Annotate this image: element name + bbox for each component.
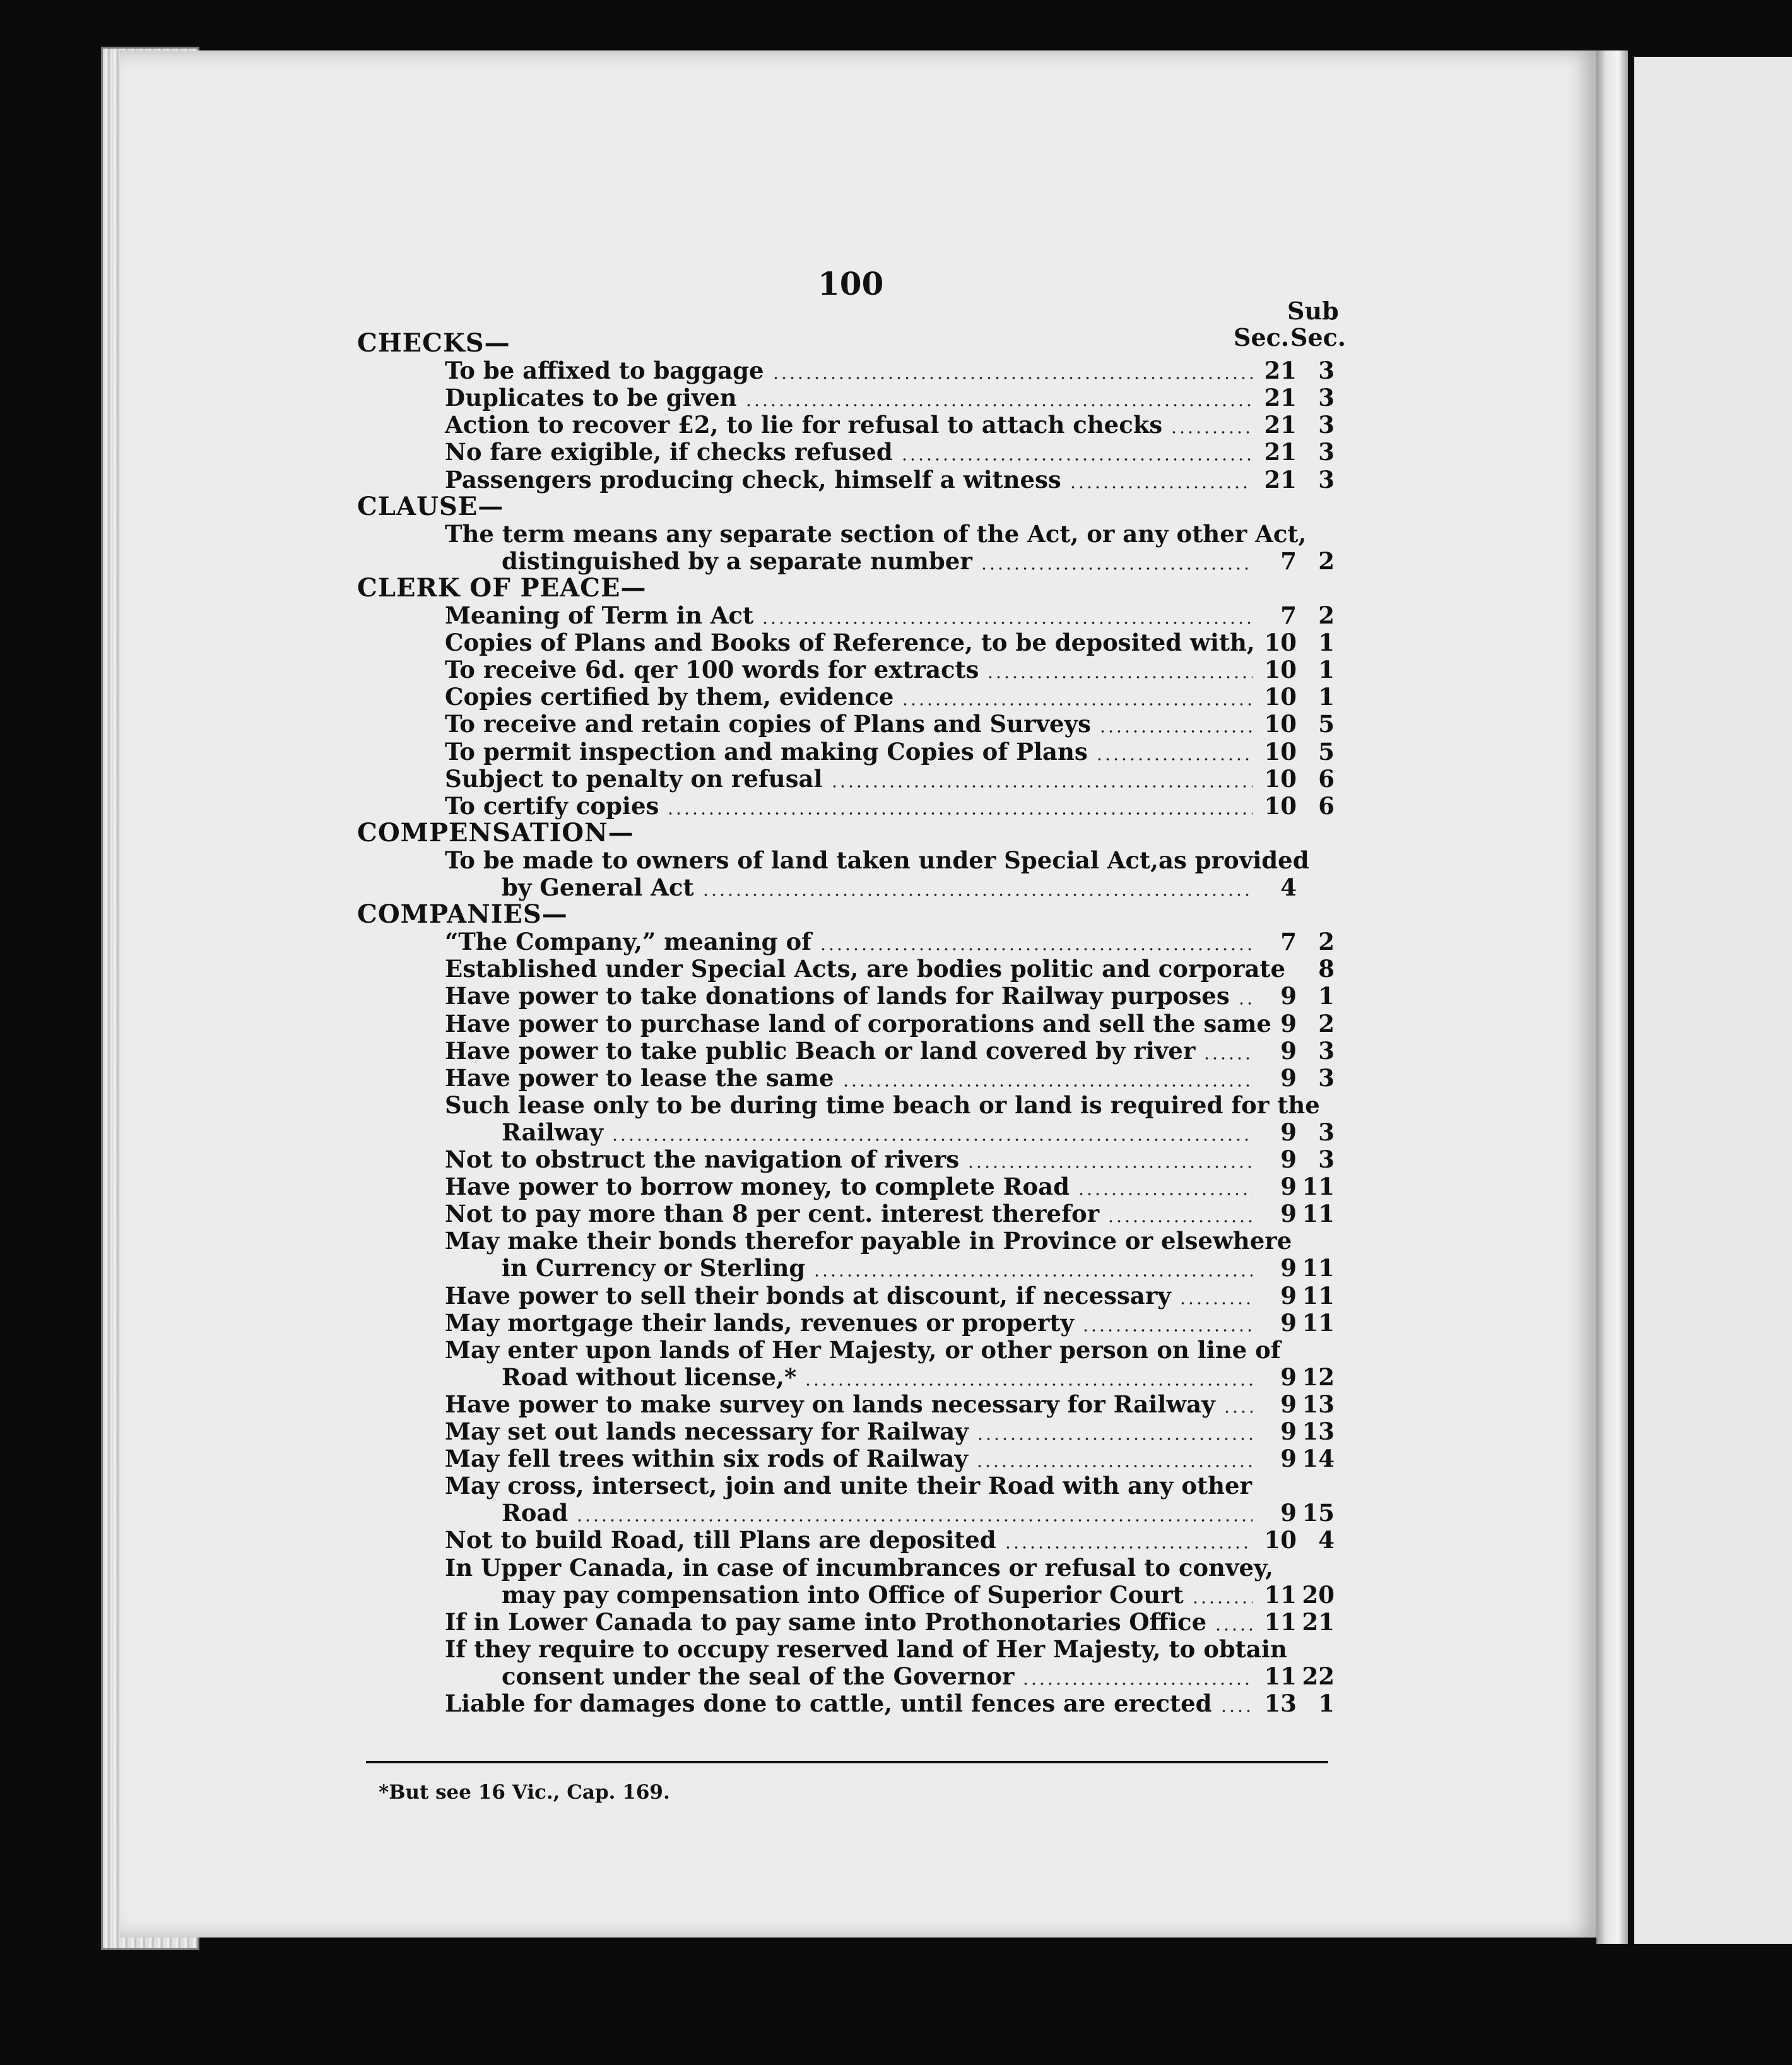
dot-leader xyxy=(1077,1193,1253,1195)
index-entry xyxy=(0,765,1792,793)
section-number: 9 xyxy=(1280,1200,1297,1228)
subsection-number: 2 xyxy=(1318,601,1335,629)
dot-leader xyxy=(813,1274,1253,1277)
entry-text: distinguished by a separate number xyxy=(502,547,972,575)
index-entry xyxy=(0,357,1792,384)
subsection-number: 3 xyxy=(1318,1145,1335,1173)
section-number: 10 xyxy=(1264,791,1297,820)
entry-text: Such lease only to be during time beach or land is required for the xyxy=(445,1091,1320,1119)
entry-text: May enter upon lands of Her Majesty, or other person on line of xyxy=(445,1335,1281,1364)
subsection-number: 3 xyxy=(1318,1036,1335,1065)
section-number: 9 xyxy=(1280,1445,1297,1473)
section-number: 9 xyxy=(1280,1173,1297,1201)
section-number: 9 xyxy=(1280,1390,1297,1418)
index-entry xyxy=(0,629,1792,656)
dot-leader xyxy=(842,1084,1253,1087)
subsection-number: 20 xyxy=(1302,1580,1335,1609)
entry-text: by General Act xyxy=(502,873,694,901)
subsection-number: 11 xyxy=(1302,1200,1335,1228)
subsection-number: 3 xyxy=(1318,1063,1335,1092)
entry-text: Have power to borrow money, to complete Road xyxy=(445,1173,1070,1201)
index-entry xyxy=(0,1499,1792,1527)
index-entry xyxy=(0,547,1792,575)
section-number: 10 xyxy=(1264,1526,1297,1554)
subsection-number: 2 xyxy=(1318,928,1335,956)
dot-leader xyxy=(1095,758,1253,760)
entry-text: Not to pay more than 8 per cent. interest therefor xyxy=(445,1200,1100,1228)
subsection-number: 22 xyxy=(1302,1662,1335,1690)
column-header-sub-sec: Sec. xyxy=(1290,323,1346,352)
dot-leader xyxy=(745,404,1253,406)
entry-text: May make their bonds therefor payable in Province or elsewhere xyxy=(445,1227,1292,1255)
entry-text: Not to obstruct the navigation of rivers xyxy=(445,1145,960,1173)
index-entry xyxy=(0,1118,1792,1146)
index-entry xyxy=(0,466,1792,494)
index-entry xyxy=(0,982,1792,1010)
section-number: 7 xyxy=(1280,601,1297,629)
entry-text: To be made to owners of land taken under Special Act,as provided xyxy=(445,846,1309,874)
subsection-number: 11 xyxy=(1302,1254,1335,1282)
entry-text: Have power to take public Beach or land covered by river xyxy=(445,1036,1196,1065)
index-entry xyxy=(0,1554,1792,1582)
subsection-number: 1 xyxy=(1318,629,1335,657)
dot-leader xyxy=(900,458,1253,461)
index-entry xyxy=(0,873,1792,901)
index-entry xyxy=(0,1662,1792,1690)
entry-text: Have power to take donations of lands for Railway purposes xyxy=(445,982,1230,1010)
dot-leader xyxy=(980,567,1253,570)
index-entry xyxy=(0,1390,1792,1418)
section-number: 9 xyxy=(1280,1308,1297,1337)
footnote: *But see 16 Vic., Cap. 169. xyxy=(379,1781,670,1804)
entry-text: Have power to lease the same xyxy=(445,1063,834,1092)
dot-leader xyxy=(702,894,1253,896)
dot-leader xyxy=(1082,1329,1253,1332)
entry-text: in Currency or Sterling xyxy=(502,1254,806,1282)
subsection-number: 15 xyxy=(1302,1499,1335,1527)
section-number: 21 xyxy=(1264,438,1297,466)
entry-text: To receive 6d. qer 100 words for extracts xyxy=(445,656,979,684)
index-entry xyxy=(0,1689,1792,1717)
dot-leader xyxy=(976,1438,1253,1440)
index-entry xyxy=(0,1282,1792,1310)
entry-text: Passengers producing check, himself a witness xyxy=(445,465,1061,494)
section-number: 10 xyxy=(1264,737,1297,766)
dot-leader xyxy=(1004,1546,1253,1549)
section-number: 9 xyxy=(1280,1118,1297,1146)
column-header-sec: Sec. xyxy=(1234,323,1289,352)
section-number: 7 xyxy=(1280,928,1297,956)
entry-text: Railway xyxy=(502,1118,604,1146)
entry-text: Action to recover £2, to lie for refusal to attach checks xyxy=(445,411,1163,439)
heading-text: CLAUSE— xyxy=(357,491,504,521)
subsection-number: 6 xyxy=(1318,764,1335,793)
section-number: 9 xyxy=(1280,982,1297,1010)
entry-text: Road without license,* xyxy=(502,1363,797,1391)
column-header-sub: Sub xyxy=(1287,297,1339,325)
entry-text: No fare exigible, if checks refused xyxy=(445,438,893,466)
section-number: 9 xyxy=(1280,1254,1297,1282)
index-entry xyxy=(0,1608,1792,1636)
index-entry xyxy=(0,1472,1792,1500)
entry-text: If in Lower Canada to pay same into Prothonotaries Office xyxy=(445,1607,1207,1636)
section-number: 9 xyxy=(1280,1499,1297,1527)
dot-leader xyxy=(901,703,1253,706)
subsection-number: 6 xyxy=(1318,791,1335,820)
dot-leader xyxy=(611,1139,1253,1141)
entry-text: Have power to purchase land of corporations and sell the same xyxy=(445,1009,1271,1038)
dot-leader xyxy=(819,948,1253,950)
index-entry xyxy=(0,928,1792,956)
section-number: 9 xyxy=(1280,1145,1297,1173)
entry-text: To permit inspection and making Copies of Plans xyxy=(445,737,1088,766)
heading-text: COMPANIES— xyxy=(357,899,568,930)
section-number: 10 xyxy=(1264,710,1297,738)
section-number: 11 xyxy=(1264,1662,1297,1690)
index-entry xyxy=(0,1173,1792,1200)
entry-text: Have power to sell their bonds at discount, if necessary xyxy=(445,1281,1171,1310)
section-number: 10 xyxy=(1264,656,1297,684)
subsection-number: 11 xyxy=(1302,1281,1335,1310)
dot-leader xyxy=(967,1166,1253,1168)
section-number: 10 xyxy=(1264,629,1297,657)
index-entry xyxy=(0,411,1792,439)
entry-text: May fell trees within six rods of Railway xyxy=(445,1445,968,1473)
entry-text: Meaning of Term in Act xyxy=(445,601,754,629)
index-entry xyxy=(0,738,1792,766)
index-entry xyxy=(0,1336,1792,1364)
dot-leader xyxy=(1203,1057,1253,1060)
subsection-number: 4 xyxy=(1318,1526,1335,1554)
entry-text: May cross, intersect, join and unite their Road with any other xyxy=(445,1472,1253,1500)
section-number: 21 xyxy=(1264,465,1297,494)
subsection-number: 1 xyxy=(1318,982,1335,1010)
footnote-rule xyxy=(366,1761,1328,1763)
entry-text: Subject to penalty on refusal xyxy=(445,764,823,793)
dot-leader xyxy=(575,1519,1253,1522)
index-entry xyxy=(0,1010,1792,1038)
subsection-number: 5 xyxy=(1318,710,1335,738)
subsection-number: 2 xyxy=(1318,1009,1335,1038)
index-entry xyxy=(0,1445,1792,1472)
dot-leader xyxy=(1107,1220,1253,1222)
subsection-number: 3 xyxy=(1318,1118,1335,1146)
section-number: 11 xyxy=(1264,1607,1297,1636)
index-entry xyxy=(0,1254,1792,1282)
section-number: 4 xyxy=(1280,873,1297,901)
subsection-number: 5 xyxy=(1318,737,1335,766)
entry-text: Duplicates to be given xyxy=(445,384,737,412)
section-number: 9 xyxy=(1280,1363,1297,1391)
entry-text: To certify copies xyxy=(445,791,659,820)
section-number: 21 xyxy=(1264,384,1297,412)
index-entry xyxy=(0,683,1792,711)
index-entry xyxy=(0,1064,1792,1092)
dot-leader xyxy=(1069,486,1253,488)
index-entry xyxy=(0,1309,1792,1337)
index-entry xyxy=(0,710,1792,738)
index-entry xyxy=(0,1581,1792,1609)
entry-text: Copies of Plans and Books of Reference, to be deposited with, xyxy=(445,629,1255,657)
entry-text: To receive and retain copies of Plans and Surveys xyxy=(445,710,1091,738)
subsection-number: 3 xyxy=(1318,384,1335,412)
heading-text: CHECKS— xyxy=(357,328,510,358)
entry-text: Established under Special Acts, are bodies politic and corporate xyxy=(445,955,1286,983)
entry-text: Not to build Road, till Plans are deposited xyxy=(445,1526,996,1554)
subsection-number: 3 xyxy=(1318,411,1335,439)
entry-text: The term means any separate section of the Act, or any other Act, xyxy=(445,519,1307,548)
subsection-number: 21 xyxy=(1302,1607,1335,1636)
index-heading xyxy=(0,819,1792,847)
section-number: 7 xyxy=(1280,547,1297,575)
subsection-number: 13 xyxy=(1302,1390,1335,1418)
section-number: 9 xyxy=(1280,1036,1297,1065)
subsection-number: 3 xyxy=(1318,438,1335,466)
dot-leader xyxy=(804,1383,1253,1386)
index-heading xyxy=(0,493,1792,521)
index-entry xyxy=(0,792,1792,820)
dot-leader xyxy=(986,676,1253,678)
section-number: 9 xyxy=(1280,1281,1297,1310)
dot-leader xyxy=(1099,730,1253,733)
entry-text: Have power to make survey on lands necessary for Railway xyxy=(445,1390,1215,1418)
section-number: 11 xyxy=(1264,1580,1297,1609)
entry-text: Road xyxy=(502,1499,569,1527)
subsection-number: 1 xyxy=(1318,656,1335,684)
index-entry xyxy=(0,656,1792,683)
subsection-number: 1 xyxy=(1318,1689,1335,1717)
dot-leader xyxy=(666,812,1253,815)
index-entry xyxy=(0,1635,1792,1663)
dot-leader xyxy=(761,622,1253,624)
subsection-number: 3 xyxy=(1318,465,1335,494)
entry-text: May mortgage their lands, revenues or property xyxy=(445,1308,1074,1337)
entry-text: consent under the seal of the Governor xyxy=(502,1662,1015,1690)
page-number: 100 xyxy=(818,265,884,302)
dot-leader xyxy=(1022,1683,1253,1685)
index-entry xyxy=(0,384,1792,411)
dot-leader xyxy=(830,785,1253,788)
index-entry xyxy=(0,438,1792,466)
section-number: 10 xyxy=(1264,764,1297,793)
entry-text: To be affixed to baggage xyxy=(445,357,764,385)
entry-text: Liable for damages done to cattle, until fences are erected xyxy=(445,1689,1212,1717)
section-number: 9 xyxy=(1280,1009,1297,1038)
entry-text: Copies certified by them, evidence xyxy=(445,683,894,711)
entry-text: “The Company,” meaning of xyxy=(445,928,812,956)
dot-leader xyxy=(1191,1601,1253,1604)
index-heading xyxy=(0,329,1792,357)
dot-leader xyxy=(1170,431,1253,434)
subsection-number: 2 xyxy=(1318,547,1335,575)
section-number: 10 xyxy=(1264,683,1297,711)
subsection-number: 3 xyxy=(1318,357,1335,385)
index-entry xyxy=(0,1037,1792,1065)
section-number: 21 xyxy=(1264,411,1297,439)
section-number: 9 xyxy=(1280,1417,1297,1445)
index-entry xyxy=(0,846,1792,874)
section-number: 13 xyxy=(1264,1689,1297,1717)
section-number: 21 xyxy=(1264,357,1297,385)
entry-text: In Upper Canada, in case of incumbrances or refusal to convey, xyxy=(445,1553,1273,1582)
index-heading xyxy=(0,574,1792,602)
index-entry xyxy=(0,1227,1792,1255)
subsection-number: 14 xyxy=(1302,1445,1335,1473)
entry-text: May set out lands necessary for Railway xyxy=(445,1417,969,1445)
index-entry xyxy=(0,955,1792,983)
section-number: 9 xyxy=(1280,1063,1297,1092)
heading-text: CLERK OF PEACE— xyxy=(357,572,647,603)
dot-leader xyxy=(772,377,1253,379)
dot-leader xyxy=(976,1465,1253,1467)
subsection-number: 13 xyxy=(1302,1417,1335,1445)
index-heading xyxy=(0,901,1792,928)
index-entry xyxy=(0,1526,1792,1554)
dot-leader xyxy=(1179,1302,1253,1305)
index-entry xyxy=(0,1200,1792,1228)
subsection-number: 8 xyxy=(1318,955,1335,983)
subsection-number: 12 xyxy=(1302,1363,1335,1391)
index-entry xyxy=(0,1417,1792,1445)
entry-text: may pay compensation into Office of Superior Court xyxy=(502,1580,1184,1609)
subsection-number: 11 xyxy=(1302,1308,1335,1337)
subsection-number: 1 xyxy=(1318,683,1335,711)
index-entry xyxy=(0,1145,1792,1173)
index-entry xyxy=(0,1363,1792,1391)
entry-text: If they require to occupy reserved land of Her Majesty, to obtain xyxy=(445,1635,1287,1663)
index-entry xyxy=(0,520,1792,548)
subsection-number: 11 xyxy=(1302,1173,1335,1201)
index-entry xyxy=(0,1091,1792,1119)
heading-text: COMPENSATION— xyxy=(357,817,634,848)
index-entry xyxy=(0,601,1792,629)
